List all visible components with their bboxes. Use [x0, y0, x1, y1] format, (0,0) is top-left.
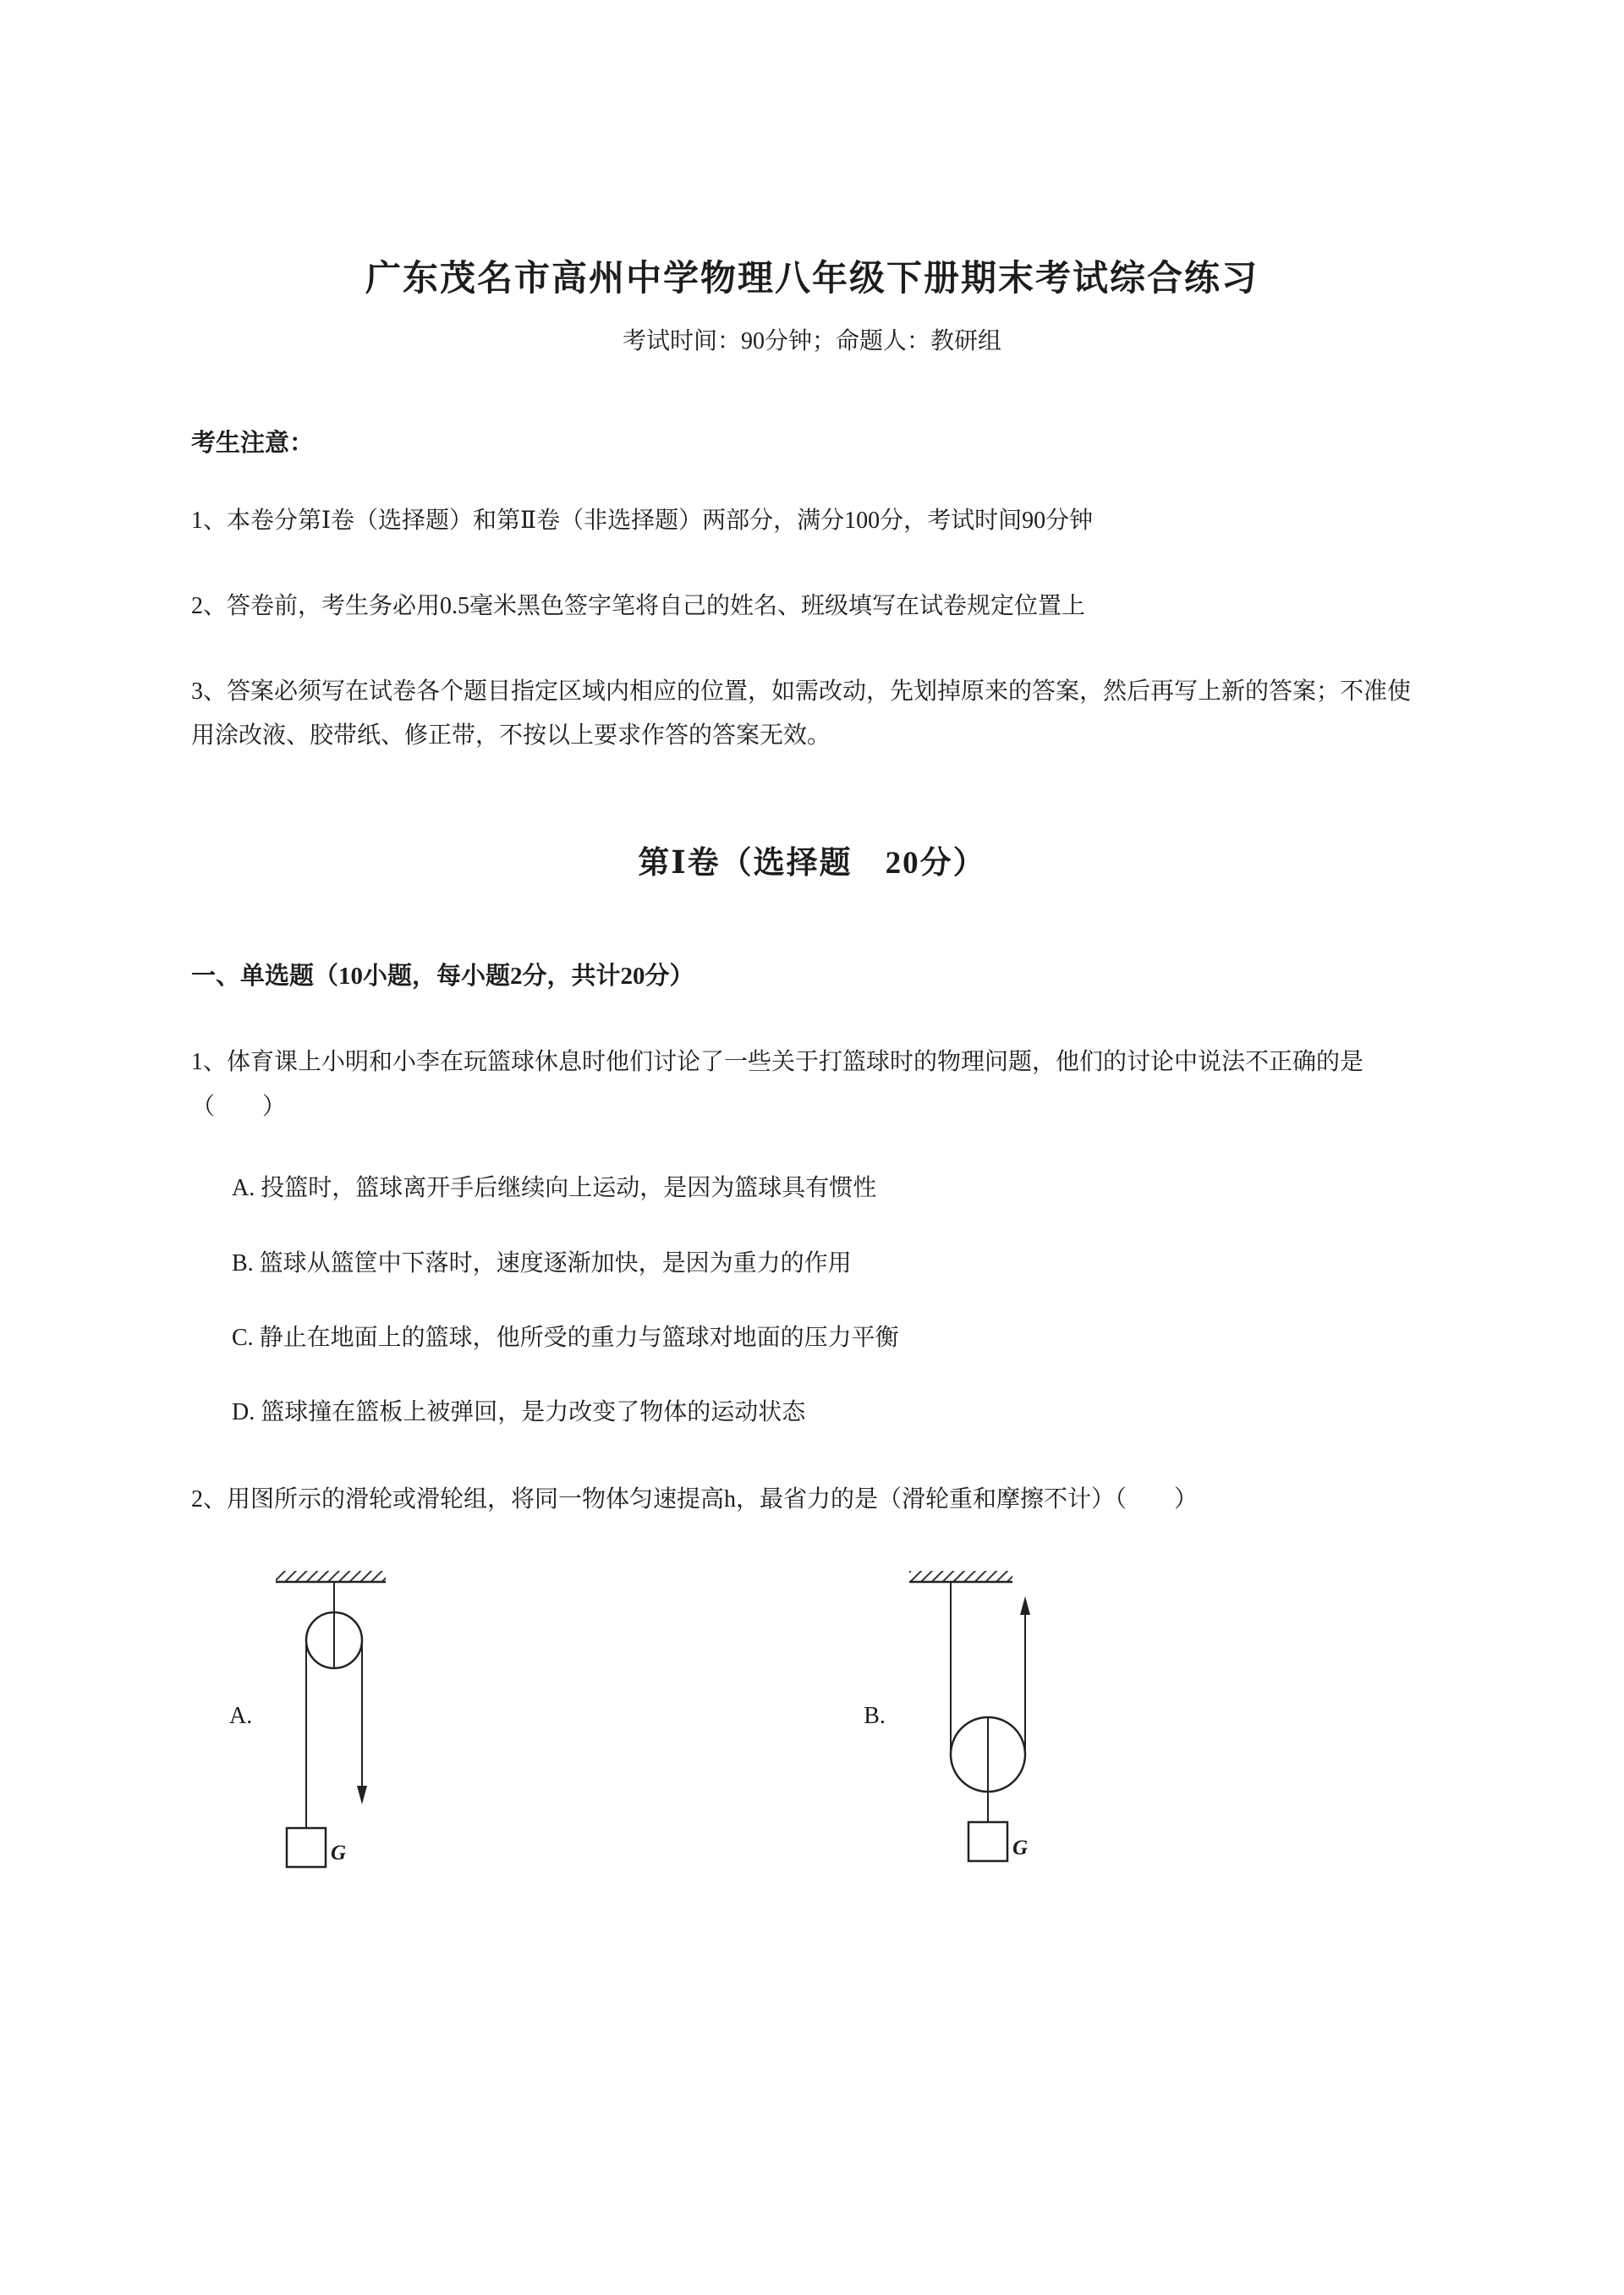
- ceiling-hatch: [909, 1571, 1012, 1581]
- question-1-stem: 1、体育课上小明和小李在玩篮球休息时他们讨论了一些关于打篮球时的物理问题，他们的讨论中说法不正确的是（ ）: [191, 1048, 1364, 1120]
- question-1-option-b: B. 篮球从篮筐中下落时，速度逐渐加快，是因为重力的作用: [232, 1249, 852, 1277]
- question-1-option-d: D. 篮球撞在篮板上被弹回，是力改变了物体的运动状态: [232, 1399, 806, 1426]
- fixed-pulley-diagram: [273, 1571, 417, 1877]
- notice-item-3: 3、答案必须写在试卷各个题目指定区域内相应的位置，如需改动，先划掉原来的答案，然后再写上新的答案；不准使用涂改液、胶带纸、修正带，不按以上要求作答的答案无效。: [191, 678, 1412, 749]
- notice-heading: 考生注意：: [191, 430, 315, 458]
- question-1-option-a: A. 投篮时，篮球离开手后继续向上运动，是因为篮球具有惯性: [232, 1175, 877, 1202]
- exam-meta-line: 考试时间：90分钟；命题人：教研组: [622, 328, 1001, 355]
- weight-g-label-a: G: [331, 1842, 347, 1865]
- movable-pulley-diagram: [909, 1571, 1078, 1877]
- figure-a-label: A.: [229, 1703, 253, 1730]
- question-1-option-c: C. 静止在地面上的篮球，他所受的重力与篮球对地面的压力平衡: [232, 1324, 899, 1351]
- weight-block: [968, 1822, 1007, 1861]
- notice-item-2: 2、答卷前，考生务必用0.5毫米黑色签字笔将自己的姓名、班级填写在试卷规定位置上: [191, 593, 1086, 620]
- figure-b-label: B.: [864, 1703, 886, 1730]
- question-2-figures: [191, 1571, 1433, 1877]
- ceiling-hatch: [276, 1571, 386, 1581]
- page-title: 广东茂名市高州中学物理八年级下册期末考试综合练习: [365, 260, 1259, 299]
- part-1-heading: 一、单选题（10小题，每小题2分，共计20分）: [191, 962, 694, 990]
- notice-item-1: 1、本卷分第Ⅰ卷（选择题）和第Ⅱ卷（非选择题）两部分，满分100分，考试时间90分钟: [191, 508, 1094, 535]
- pull-arrow-down: [357, 1786, 367, 1804]
- weight-block: [287, 1828, 326, 1867]
- weight-g-label-b: G: [1012, 1837, 1028, 1860]
- pull-arrow-up: [1020, 1596, 1030, 1615]
- section-1-heading: 第Ⅰ卷（选择题 20分）: [638, 845, 986, 881]
- question-2-stem: 2、用图所示的滑轮或滑轮组，将同一物体匀速提高h，最省力的是（滑轮重和摩擦不计）（ ）: [191, 1485, 1199, 1513]
